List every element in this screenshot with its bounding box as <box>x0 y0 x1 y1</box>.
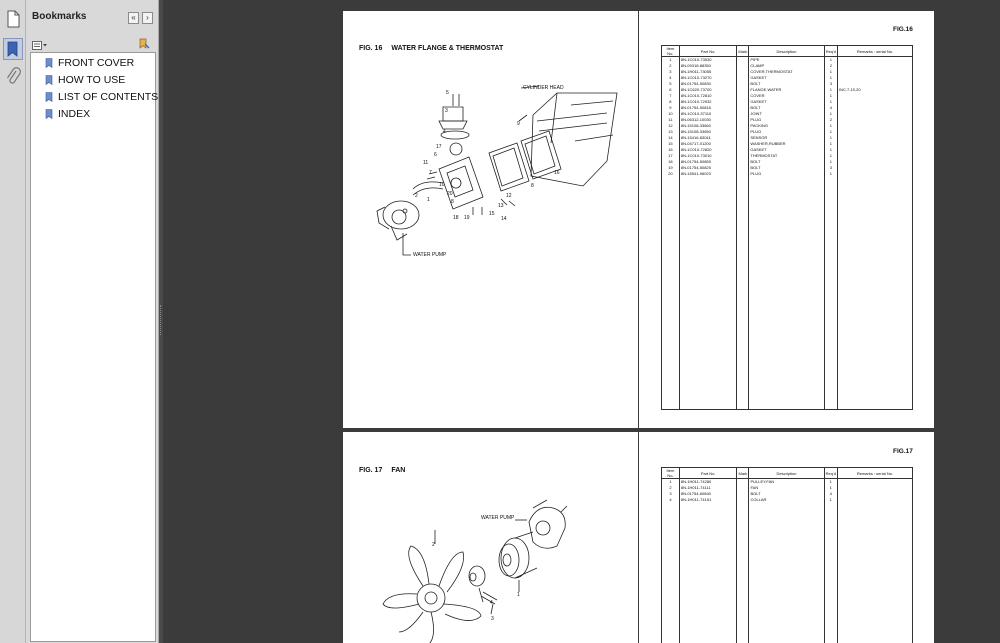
table-cell: 6 <box>662 87 680 93</box>
table-cell: 12 <box>662 123 680 129</box>
table-cell: 8N-1C010-72820 <box>679 147 737 153</box>
chevron-right-icon[interactable]: › <box>142 12 153 24</box>
table-cell: COLLAR <box>749 497 824 503</box>
column-header: Remarks : serial No. <box>837 468 912 479</box>
fig16-part-number: 8 <box>451 199 454 205</box>
table-cell: THERMOSTAT <box>749 153 824 159</box>
table-cell: 4 <box>662 75 680 81</box>
bookmarks-list <box>30 52 159 642</box>
fig16-part-number: 10 <box>439 182 445 188</box>
fig16-exploded-diagram <box>343 11 638 428</box>
table-cell: 8N-04717-01200 <box>679 141 737 147</box>
table-cell: 10 <box>662 111 680 117</box>
table-cell: 1 <box>824 129 837 135</box>
table-cell: FLANGE,WATER <box>749 87 824 93</box>
table-cell: PLUG <box>749 117 824 123</box>
column-header: Req'd <box>824 46 837 57</box>
table-cell: FAN <box>749 485 824 491</box>
table-cell: 1 <box>824 57 837 63</box>
table-cell: 1 <box>662 57 680 63</box>
fig17-number: FIG.17 <box>893 448 913 455</box>
bookmark-item-label: FRONT COVER <box>58 57 135 69</box>
table-cell: 4 <box>824 491 837 497</box>
table-cell: 1 <box>824 111 837 117</box>
table-cell: 8N-15541-96023 <box>679 171 737 177</box>
table-filler-row <box>662 503 913 643</box>
table-cell: 17 <box>662 153 680 159</box>
bookmark-item[interactable] <box>45 89 158 105</box>
table-cell: 1 <box>824 171 837 177</box>
attachment-icon[interactable] <box>3 66 23 88</box>
fig17-exploded-diagram <box>343 432 638 643</box>
table-cell: 8N-15108-33660 <box>679 123 737 129</box>
fig16-part-number: 6 <box>434 152 437 158</box>
fig16-part-number: 7 <box>429 170 432 176</box>
table-cell: 1 <box>824 159 837 165</box>
table-cell: 8N-01754-50855 <box>679 159 737 165</box>
table-cell: 1 <box>824 147 837 153</box>
table-cell: BOLT <box>749 165 824 171</box>
table-cell: GASKET <box>749 99 824 105</box>
double-chevron-left-icon[interactable]: « <box>128 12 139 24</box>
fig16-part-number: 19 <box>464 215 470 221</box>
bookmark-item[interactable] <box>45 106 90 122</box>
table-cell: WASHER,RUBBER <box>749 141 824 147</box>
table-cell: 1 <box>662 479 680 485</box>
pages-icon[interactable] <box>3 8 23 30</box>
table-cell: 8N-1H011-74111 <box>679 485 737 491</box>
table-cell: 8N-01754-60840 <box>679 491 737 497</box>
fig16-part-number: 14 <box>501 216 507 222</box>
table-cell: 8N-01754-50816 <box>679 105 737 111</box>
bookmark-page-icon <box>45 58 53 68</box>
fig16-part-number: 12 <box>506 193 512 199</box>
table-cell: COVER <box>749 93 824 99</box>
column-header: Mark <box>737 46 749 57</box>
fig17-callout-water-pump: WATER PUMP <box>481 515 515 521</box>
navigation-icon-strip <box>0 0 26 643</box>
fig16-part-number: 11 <box>423 160 429 166</box>
table-cell: 2 <box>824 63 837 69</box>
panel-splitter[interactable] <box>159 0 163 643</box>
column-header: Item No. <box>662 46 680 57</box>
table-cell: 8N-1C010-72810 <box>679 93 737 99</box>
table-cell: PLUG <box>749 129 824 135</box>
table-cell: 2 <box>662 63 680 69</box>
fig16-part-number: 3 <box>445 108 448 114</box>
fig16-part-number: 17 <box>436 144 442 150</box>
options-menu-icon[interactable] <box>32 38 48 48</box>
fig17-part-number: 2 <box>432 542 435 548</box>
fig17-title-text: FAN <box>391 467 406 474</box>
fig17-table-body <box>662 479 913 643</box>
fig16-part-number: 2 <box>415 193 418 199</box>
column-header: Description <box>749 46 824 57</box>
table-cell: 8N-15108-33650 <box>679 129 737 135</box>
column-header: Req'd <box>824 468 837 479</box>
table-cell: 1 <box>824 135 837 141</box>
fig16-title-label: FIG. 16 <box>359 45 383 52</box>
table-cell: 3 <box>662 491 680 497</box>
table-cell: 11 <box>662 117 680 123</box>
fig16-part-number: 1 <box>427 197 430 203</box>
bookmark-item[interactable] <box>45 72 125 88</box>
fig17-parts-table <box>661 467 913 643</box>
column-header: Part No. <box>679 46 737 57</box>
fig16-table-body <box>662 57 913 410</box>
bookmark-icon[interactable] <box>3 38 23 60</box>
page-fig16-diagram <box>343 11 638 428</box>
table-cell: 8N-15416-83041 <box>679 135 737 141</box>
bookmarks-toolbar <box>26 32 158 52</box>
fig16-number: FIG.16 <box>893 26 913 33</box>
table-cell: 1 <box>824 141 837 147</box>
table-cell: PIPE <box>749 57 824 63</box>
table-cell: 8N-1H011-74151 <box>679 497 737 503</box>
fig16-part-number: 20 <box>447 191 453 197</box>
table-cell: BOLT <box>749 105 824 111</box>
fig17-part-number: 1 <box>517 592 520 598</box>
table-cell: 3 <box>824 81 837 87</box>
table-cell: 5 <box>662 81 680 87</box>
table-cell: 8N-1C010-73530 <box>679 57 737 63</box>
table-cell: COVER,THERMOSTAT <box>749 69 824 75</box>
table-cell: 3 <box>662 69 680 75</box>
table-cell: 18 <box>662 159 680 165</box>
table-filler-row <box>662 177 913 410</box>
fig16-part-number: 13 <box>498 203 504 209</box>
bookmarks-header <box>26 0 158 32</box>
column-header: Description <box>749 468 824 479</box>
table-cell: SENSOR <box>749 135 824 141</box>
table-cell: 8N-01754-50830 <box>679 81 737 87</box>
bookmark-item[interactable] <box>45 55 134 71</box>
table-cell: 8N-1H011-74280 <box>679 479 737 485</box>
table-cell: 8 <box>662 99 680 105</box>
table-cell: 4 <box>824 105 837 111</box>
table-cell: 15 <box>662 141 680 147</box>
fig17-part-number: 3 <box>491 616 494 622</box>
table-cell: GASKET <box>749 75 824 81</box>
table-cell: 8N-1C010-73270 <box>679 75 737 81</box>
table-header-row <box>662 46 913 57</box>
fig16-part-number: 4 <box>443 129 446 135</box>
table-cell: 3 <box>824 165 837 171</box>
new-bookmark-icon[interactable] <box>138 37 150 49</box>
fig17-title-label: FIG. 17 <box>359 467 383 474</box>
table-cell: PULLEY,FAN <box>749 479 824 485</box>
table-cell: 20 <box>662 171 680 177</box>
table-cell: BOLT <box>749 491 824 497</box>
fig16-part-number: 15 <box>489 211 495 217</box>
table-cell: 8N-1C620-73700 <box>679 87 737 93</box>
table-cell: 1 <box>824 87 837 93</box>
table-cell: 9 <box>662 105 680 111</box>
fig16-title-text: WATER FLANGE & THERMOSTAT <box>391 45 504 52</box>
fig16-parts-table <box>661 45 913 410</box>
table-cell: 1 <box>824 93 837 99</box>
fig17-part-number: 4 <box>490 600 493 606</box>
column-header: Item No. <box>662 468 680 479</box>
table-cell: 4 <box>662 497 680 503</box>
fig16-part-number: 5 <box>446 90 449 96</box>
table-cell: 13 <box>662 129 680 135</box>
table-cell: 1 <box>824 99 837 105</box>
page-fig17-diagram <box>343 432 638 643</box>
column-header: Part No. <box>679 468 737 479</box>
bookmark-page-icon <box>45 75 53 85</box>
table-cell: 8N-1H011-73055 <box>679 69 737 75</box>
table-cell: 14 <box>662 135 680 141</box>
bookmark-item-label: LIST OF CONTENTS <box>58 91 159 103</box>
bookmarks-panel <box>26 0 159 643</box>
table-cell: 1 <box>824 497 837 503</box>
table-cell: 2 <box>824 117 837 123</box>
table-cell: 8N-09318-88350 <box>679 63 737 69</box>
table-cell: PLUG <box>749 171 824 177</box>
table-cell: 1 <box>824 123 837 129</box>
table-cell: 8N-1C010-37110 <box>679 111 737 117</box>
table-cell: 1 <box>824 69 837 75</box>
table-cell: 1 <box>824 485 837 491</box>
column-header: Mark <box>737 468 749 479</box>
table-cell: 1 <box>824 479 837 485</box>
table-cell: CLAMP <box>749 63 824 69</box>
fig16-callout-water-pump: WATER PUMP <box>413 252 447 258</box>
fig16-part-number: 9 <box>517 121 520 127</box>
table-cell: 16 <box>662 147 680 153</box>
bookmark-page-icon <box>45 109 53 119</box>
table-cell: PACKING <box>749 123 824 129</box>
table-cell: 8N-1C010-73010 <box>679 153 737 159</box>
fig16-callout-cylinder-head: CYLINDER HEAD <box>523 85 564 91</box>
table-cell: 8N-1C010-72932 <box>679 99 737 105</box>
bookmark-item-label: INDEX <box>58 108 91 120</box>
bookmarks-title: Bookmarks <box>32 11 87 22</box>
page-fig17-parts-list <box>639 432 934 643</box>
table-cell: BOLT <box>749 159 824 165</box>
table-cell: BOLT <box>749 81 824 87</box>
table-cell: 7 <box>662 93 680 99</box>
fig16-part-number: 16 <box>554 170 560 176</box>
bookmark-page-icon <box>45 92 53 102</box>
table-cell: JOINT <box>749 111 824 117</box>
bookmark-item-label: HOW TO USE <box>58 74 126 86</box>
table-cell: 1 <box>824 75 837 81</box>
table-header-row <box>662 468 913 479</box>
column-header: Remarks : serial No. <box>838 46 913 57</box>
table-cell: GASKET <box>749 147 824 153</box>
fig16-part-number: 18 <box>453 215 459 221</box>
table-cell: INC.7-10,20 <box>838 87 913 93</box>
table-cell: 2 <box>662 485 680 491</box>
page-fig16-parts-list <box>639 11 934 428</box>
table-cell: 8N-01754-50825 <box>679 165 737 171</box>
table-cell: 1 <box>824 153 837 159</box>
fig16-part-number: 8 <box>531 183 534 189</box>
table-cell: 19 <box>662 165 680 171</box>
table-cell: 8N-06312-10030 <box>679 117 737 123</box>
